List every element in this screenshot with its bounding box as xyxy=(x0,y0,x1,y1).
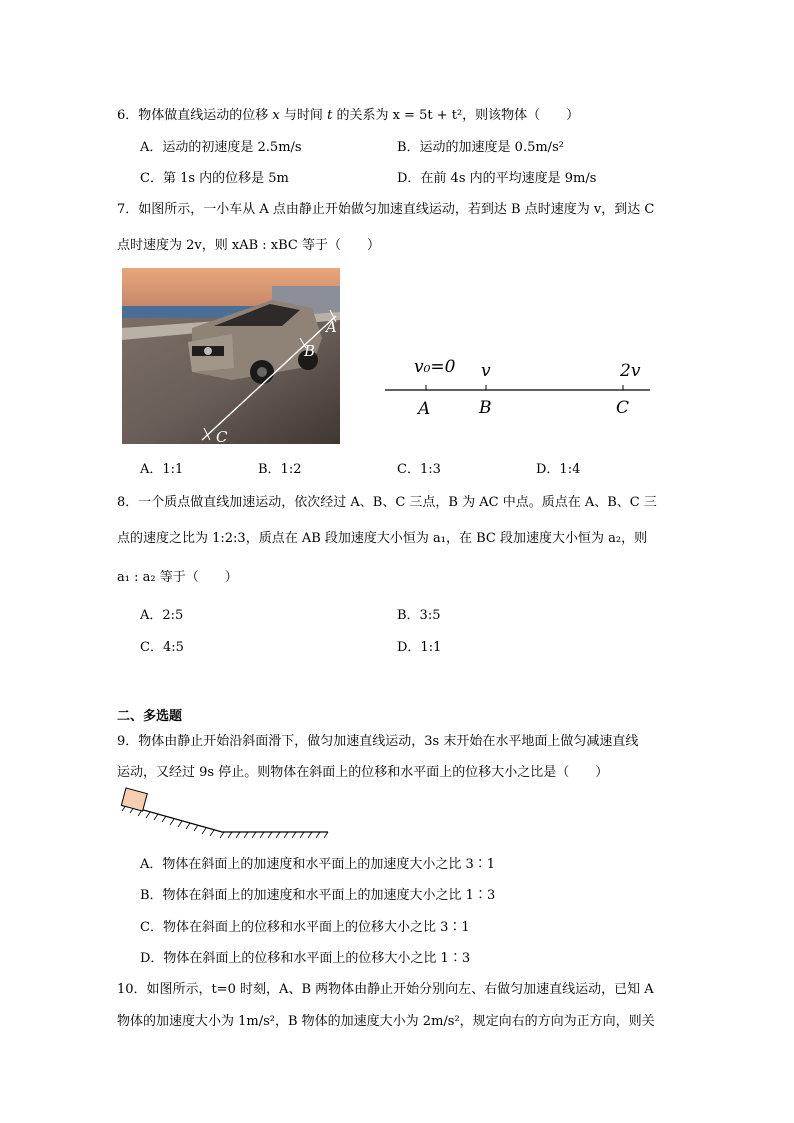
q7-option-b: B．1:2 xyxy=(258,462,302,477)
q9-option-a: A．物体在斜面上的加速度和水平面上的加速度大小之比 3∶1 xyxy=(140,857,496,872)
q8-option-d: D．1:1 xyxy=(397,640,442,655)
q6-option-a: A．运动的初速度是 2.5m/s xyxy=(140,140,302,155)
hatching xyxy=(122,805,328,838)
q8-option-b: B．3:5 xyxy=(397,608,441,623)
photo-label-a: A xyxy=(326,318,337,336)
motion-diagram xyxy=(380,352,660,422)
q9-option-b: B．物体在斜面上的加速度和水平面上的加速度大小之比 1∶3 xyxy=(140,888,496,903)
q6-stem-part: 6．物体做直线运动的位移 xyxy=(117,108,269,123)
q8-option-c: C．4:5 xyxy=(140,640,184,655)
car-photo xyxy=(122,268,340,444)
q6-formula: x = 5t + t² xyxy=(392,108,463,123)
q7-stem-line1: 7．如图所示，一小车从 A 点由静止开始做匀加速直线运动，若到达 B 点时速度为 v，到达 C xyxy=(117,202,655,217)
q6-var-t: t xyxy=(327,108,333,123)
q8-option-a: A．2:5 xyxy=(140,608,184,623)
incline-surface xyxy=(122,804,328,832)
q7-option-a: A．1:1 xyxy=(140,462,184,477)
q8-stem-line2: 点的速度之比为 1:2:3，质点在 AB 段加速度大小恒为 a₁，在 BC 段加速度大小恒为 a₂，则 xyxy=(117,531,648,546)
point-b: B xyxy=(479,398,492,418)
q8-stem-line1: 8．一个质点做直线加速运动，依次经过 A、B、C 三点，B 为 AC 中点。质点在 A、B、C 三 xyxy=(117,495,657,510)
q6-stem-part: ，则该物体（ ） xyxy=(462,108,580,123)
q9-stem-line2: 运动，又经过 9s 停止。则物体在斜面上的位移和水平面上的位移大小之比是（ ） xyxy=(117,765,609,780)
q6-option-c: C．第 1s 内的位移是 5m xyxy=(140,171,289,186)
car-photo-illustration xyxy=(122,268,340,444)
incline-diagram xyxy=(118,786,333,842)
label-v0: v₀=0 xyxy=(414,357,456,377)
q10-stem-line1: 10．如图所示，t=0 时刻，A、B 两物体由静止开始分别向左、右做匀加速直线运动，已知 A xyxy=(117,982,654,997)
q9-option-c: C．物体在斜面上的位移和水平面上的位移大小之比 3∶1 xyxy=(140,920,470,935)
point-a: A xyxy=(418,399,431,419)
q6-stem-part: 与时间 xyxy=(283,108,323,123)
q7-option-d: D．1:4 xyxy=(536,462,581,477)
point-c: C xyxy=(616,398,630,418)
q6-option-d: D．在前 4s 内的平均速度是 9m/s xyxy=(397,171,597,186)
section-heading: 二、多选题 xyxy=(117,709,183,724)
label-2v: 2v xyxy=(620,361,641,381)
q9-option-d: D．物体在斜面上的位移和水平面上的位移大小之比 1∶3 xyxy=(140,951,471,966)
photo-label-c: C xyxy=(216,428,228,444)
q9-stem-line1: 9．物体由静止开始沿斜面滑下，做匀加速直线运动，3s 末开始在水平地面上做匀减速直线 xyxy=(117,734,639,749)
q10-stem-line2: 物体的加速度大小为 1m/s²，B 物体的加速度大小为 2m/s²，规定向右的方向为正方向，则关 xyxy=(117,1014,655,1029)
q6-stem xyxy=(117,104,579,123)
sliding-block xyxy=(121,788,147,811)
q6-stem-part: 的关系为 xyxy=(336,108,389,123)
q7-option-c: C．1:3 xyxy=(397,462,441,477)
q6-var-x: x xyxy=(272,108,280,123)
q8-stem-line3: a₁ : a₂ 等于（ ） xyxy=(117,570,238,585)
photo-label-b: B xyxy=(304,342,316,360)
q7-stem-line2: 点时速度为 2v，则 xAB : xBC 等于（ ） xyxy=(117,238,381,253)
label-v: v xyxy=(481,361,491,381)
q6-option-b: B．运动的加速度是 0.5m/s² xyxy=(397,140,564,155)
